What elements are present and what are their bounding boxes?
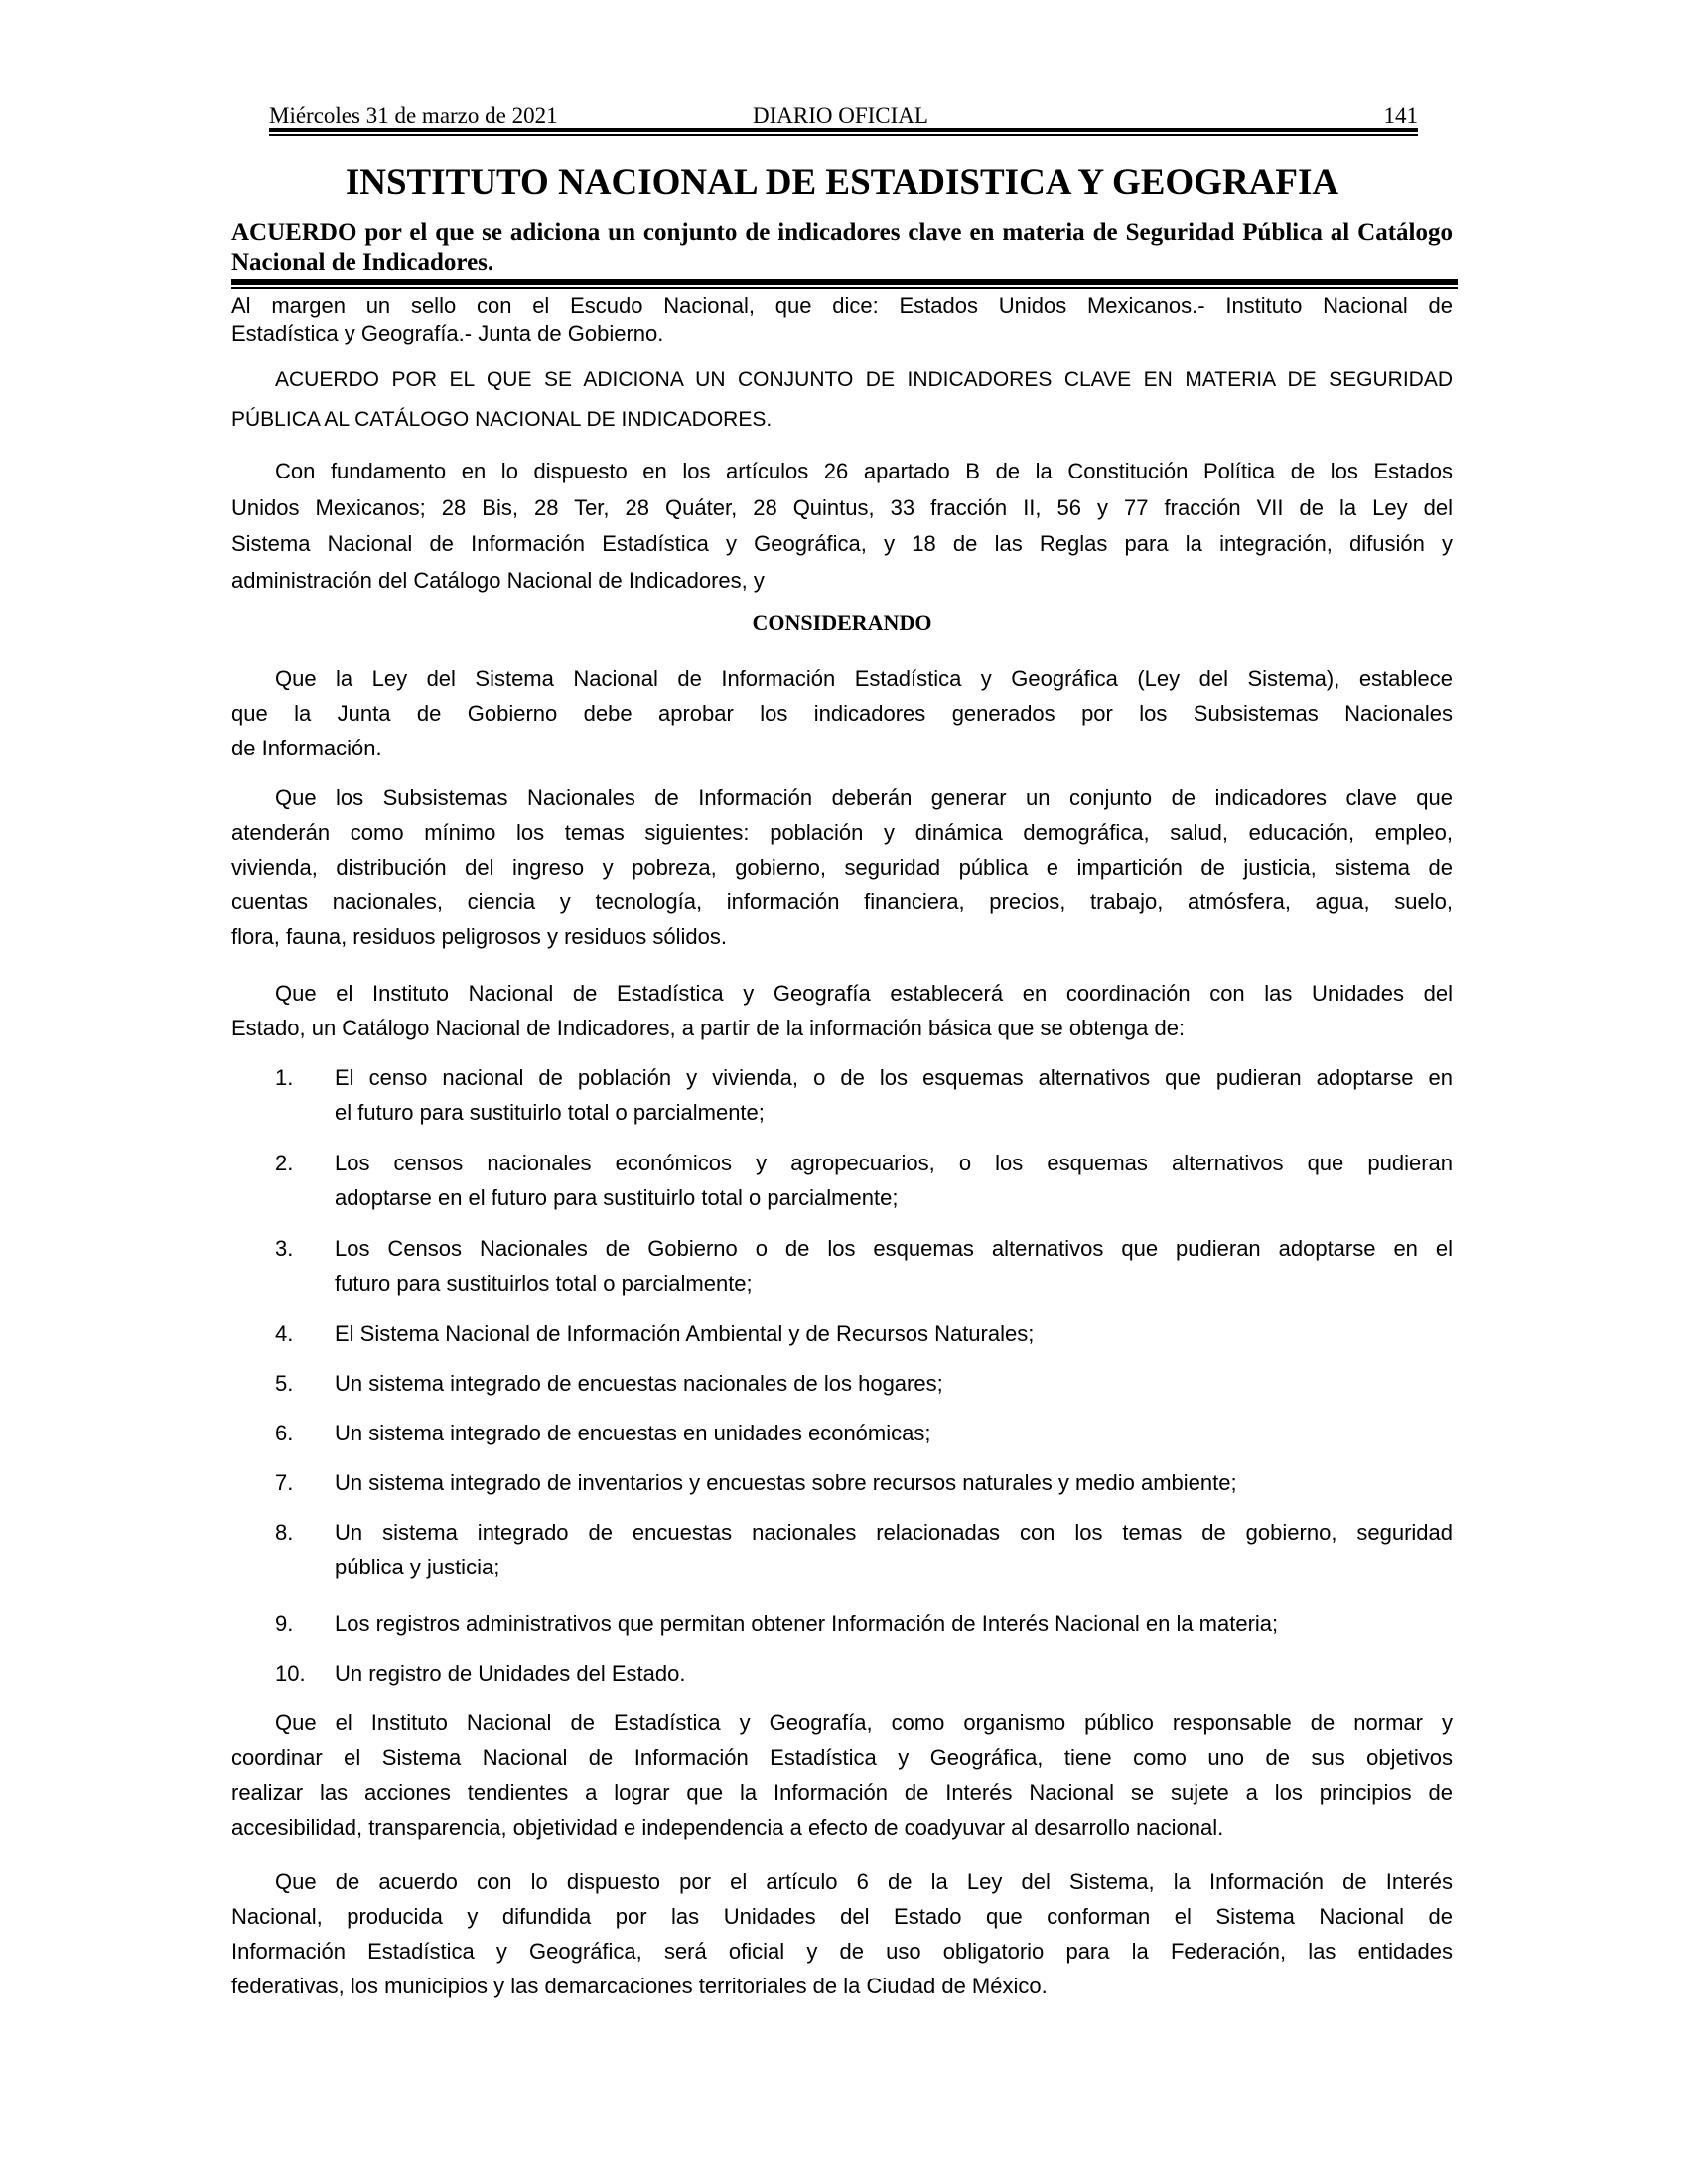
paragraph-line: flora, fauna, residuos peligrosos y residuos sólidos. (231, 924, 727, 949)
paragraph-line: vivienda, distribución del ingreso y pobreza, gobierno, seguridad pública e impartición de justicia, sistema de (231, 855, 1453, 880)
list-item-line: Los censos nacionales económicos y agropecuarios, o los esquemas alternativos que pudieran (335, 1151, 1453, 1175)
list-item-line: Un sistema integrado de inventarios y encuestas sobre recursos naturales y medio ambiente; (335, 1470, 1237, 1495)
agreement-title-line: Nacional de Indicadores. (231, 249, 494, 276)
list-item (231, 1060, 1453, 1130)
section-rule-thick (231, 279, 1458, 285)
list-item-number: 9. (275, 1611, 294, 1636)
paragraph-line: Que la Ley del Sistema Nacional de Información Estadística y Geográfica (Ley del Sistema), establece (275, 666, 1453, 691)
agreement-title (231, 218, 1453, 278)
list-item (231, 1231, 1453, 1300)
paragraph-line: Estadística y Geografía.- Junta de Gobierno. (231, 321, 664, 345)
list-item-line: El Sistema Nacional de Información Ambiental y de Recursos Naturales; (335, 1321, 1035, 1346)
list-item (231, 1656, 1453, 1691)
considerando-paragraph (231, 661, 1453, 765)
list-item-number: 7. (275, 1470, 294, 1495)
list-item (231, 1515, 1453, 1584)
list-item (231, 1146, 1453, 1215)
paragraph-line: Que de acuerdo con lo dispuesto por el artículo 6 de la Ley del Sistema, la Información de Interés (275, 1869, 1453, 1894)
list-item-number: 1. (275, 1065, 294, 1090)
list-item-line: Los registros administrativos que permitan obtener Información de Interés Nacional en la materia; (335, 1611, 1279, 1636)
agreement-caps-paragraph (231, 360, 1453, 440)
closing-paragraph (231, 1706, 1453, 1844)
list-item (231, 1316, 1453, 1351)
paragraph-line: Que el Instituto Nacional de Estadística y Geografía establecerá en coordinación con las Unidades del (275, 981, 1453, 1006)
paragraph-line: de Información. (231, 736, 382, 760)
paragraph-line: Nacional, producida y difundida por las Unidades del Estado que conforman el Sistema Nacional de (231, 1904, 1453, 1929)
list-item-line: El censo nacional de población y vivienda, o de los esquemas alternativos que pudieran adoptarse en (335, 1065, 1453, 1090)
seal-note-paragraph (231, 292, 1453, 347)
section-rule-thin (231, 287, 1458, 289)
considerando-paragraph (231, 976, 1453, 1045)
paragraph-line: Unidos Mexicanos; 28 Bis, 28 Ter, 28 Quáter, 28 Quintus, 33 fracción II, 56 y 77 fracción VII de la Ley del (231, 494, 1453, 520)
paragraph-line: Información Estadística y Geográfica, será oficial y de uso obligatorio para la Federación, las entidades (231, 1939, 1453, 1964)
list-item-line: pública y justicia; (335, 1555, 500, 1579)
list-item-line: Un sistema integrado de encuestas nacionales relacionadas con los temas de gobierno, seguridad (335, 1520, 1453, 1545)
list-item-line: Un sistema integrado de encuestas nacionales de los hogares; (335, 1371, 943, 1396)
paragraph-line: Que el Instituto Nacional de Estadística y Geografía, como organismo público responsable de normar y (275, 1710, 1453, 1735)
header-journal-name: DIARIO OFICIAL (753, 103, 928, 128)
paragraph-line: que la Junta de Gobierno debe aprobar los indicadores generados por los Subsistemas Nacionales (231, 701, 1453, 726)
paragraph-line: Al margen un sello con el Escudo Nacional, que dice: Estados Unidos Mexicanos.- Instituto Nacional de (231, 293, 1453, 318)
list-item-line: Un registro de Unidades del Estado. (335, 1661, 686, 1686)
paragraph-line: federativas, los municipios y las demarcaciones territoriales de la Ciudad de México. (231, 1974, 1048, 1998)
paragraph-line: administración del Catálogo Nacional de Indicadores, y (231, 567, 765, 593)
list-item-number: 3. (275, 1236, 294, 1261)
list-item-line: adoptarse en el futuro para sustituirlo total o parcialmente; (335, 1185, 899, 1210)
list-item-line: futuro para sustituirlos total o parcialmente; (335, 1271, 753, 1296)
paragraph-line: accesibilidad, transparencia, objetividad e independencia a efecto de coadyuvar al desarrollo nacional. (231, 1815, 1224, 1840)
paragraph-line: realizar las acciones tendientes a lograr que la Información de Interés Nacional se sujete a los principios de (231, 1780, 1453, 1805)
paragraph-line: atenderán como mínimo los temas siguientes: población y dinámica demográfica, salud, educación, empleo, (231, 820, 1453, 845)
closing-paragraph (231, 1864, 1453, 2003)
paragraph-line: PÚBLICA AL CATÁLOGO NACIONAL DE INDICADORES. (231, 408, 773, 431)
header-date: Miércoles 31 de marzo de 2021 (269, 103, 558, 128)
list-item (231, 1606, 1453, 1641)
legal-basis-paragraph (231, 454, 1453, 599)
paragraph-line: coordinar el Sistema Nacional de Información Estadística y Geográfica, tiene como uno de sus objetivos (231, 1745, 1453, 1770)
paragraph-line: cuentas nacionales, ciencia y tecnología, información financiera, precios, trabajo, atmósfera, agua, suelo, (231, 889, 1453, 914)
header-rule-thin (269, 134, 1418, 136)
list-item-line: Un sistema integrado de encuestas en unidades económicas; (335, 1421, 931, 1445)
paragraph-line: Con fundamento en lo dispuesto en los artículos 26 apartado B de la Constitución Política de los Estados (275, 459, 1453, 483)
header-page-number: 141 (1383, 103, 1418, 128)
list-item (231, 1465, 1453, 1500)
list-item-number: 5. (275, 1371, 294, 1396)
list-item-line: Los Censos Nacionales de Gobierno o de los esquemas alternativos que pudieran adoptarse en el (335, 1236, 1453, 1261)
paragraph-line: Sistema Nacional de Información Estadística y Geográfica, y 18 de las Reglas para la integración, difusión y (231, 531, 1453, 556)
paragraph-line: Estado, un Catálogo Nacional de Indicadores, a partir de la información básica que se obtenga de: (231, 1016, 1186, 1040)
institution-title: INSTITUTO NACIONAL DE ESTADISTICA Y GEOGRAFIA (345, 162, 1339, 203)
header-rule-thick (269, 128, 1418, 132)
considerando-heading: CONSIDERANDO (752, 611, 932, 635)
list-item-number: 4. (275, 1321, 294, 1346)
paragraph-line: Que los Subsistemas Nacionales de Información deberán generar un conjunto de indicadores clave que (275, 785, 1453, 810)
list-item-number: 6. (275, 1421, 294, 1445)
agreement-title-line: ACUERDO por el que se adiciona un conjunto de indicadores clave en materia de Seguridad Pública al Catálogo (231, 219, 1453, 246)
list-item-number: 8. (275, 1520, 294, 1545)
list-item-line: el futuro para sustituirlo total o parcialmente; (335, 1100, 765, 1125)
paragraph-line: ACUERDO POR EL QUE SE ADICIONA UN CONJUNTO DE INDICADORES CLAVE EN MATERIA DE SEGURIDAD (275, 368, 1453, 391)
considerando-paragraph (231, 780, 1453, 954)
list-item-number: 2. (275, 1151, 294, 1175)
list-item-number: 10. (275, 1661, 306, 1686)
list-item (231, 1416, 1453, 1450)
list-item (231, 1366, 1453, 1401)
